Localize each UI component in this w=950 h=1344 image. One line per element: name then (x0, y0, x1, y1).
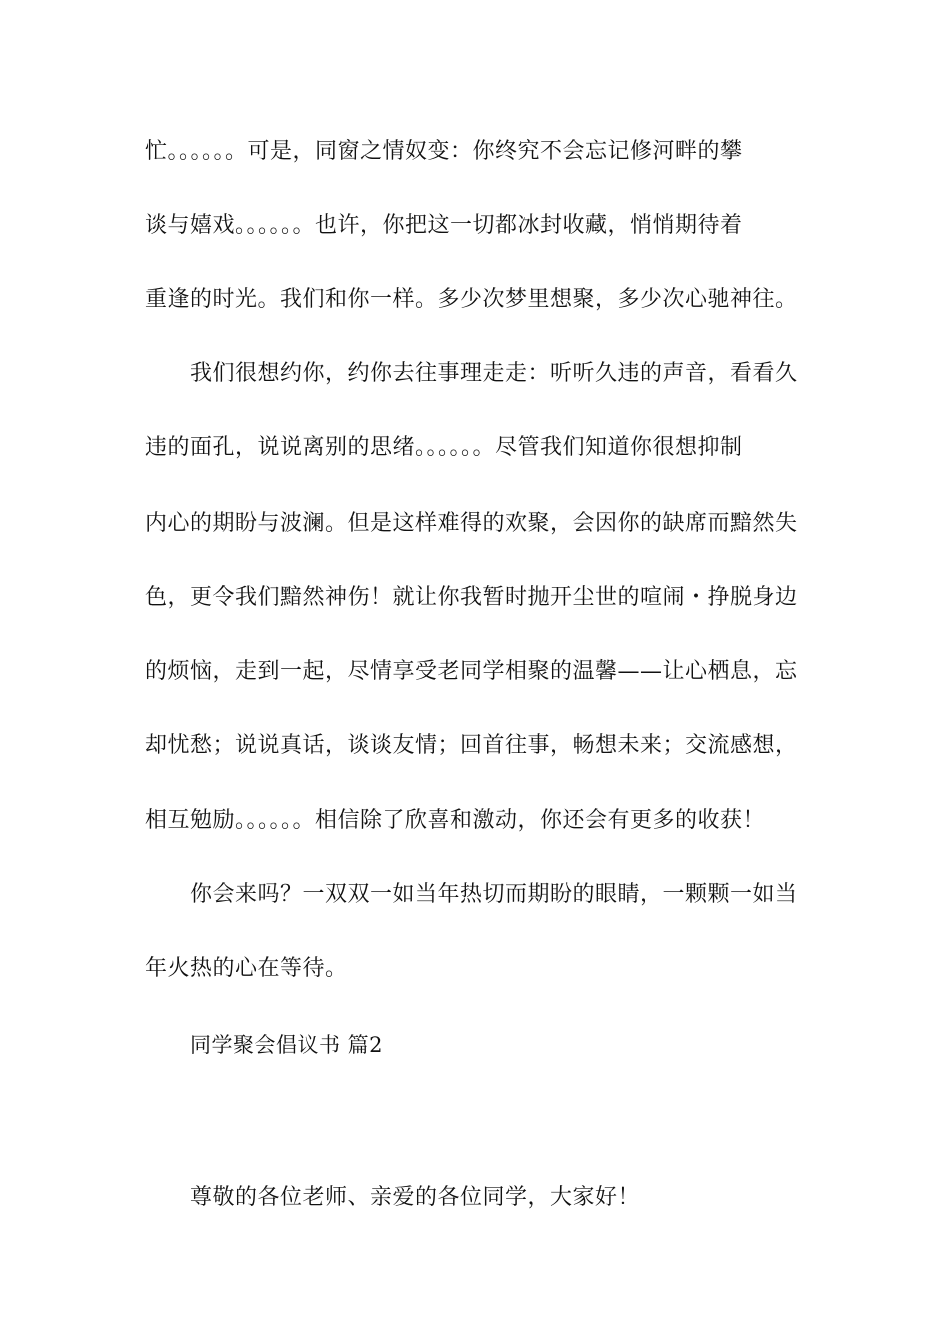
text-line: 你会来吗？一双双一如当年热切而期盼的眼睛，一颗颗一如当 (190, 882, 798, 907)
text-line: 违的面孔，说说离别的思绪。。。。。。尽管我们知道你很想抑制 (145, 435, 743, 460)
text-line: 谈与嬉戏。。。。。。也许，你把这一切都冰封收藏，悄悄期待着 (145, 213, 743, 238)
text-line: 内心的期盼与波澜。但是这样难得的欢聚，会因你的缺席而黯然失 (145, 511, 798, 536)
text-line: 年火热的心在等待。 (145, 956, 348, 981)
text-line: 色，更令我们黯然神伤！就让你我暂时抛开尘世的喧闹・挣脱身边 (145, 585, 798, 610)
section-title: 同学聚会倡议书 篇2 (190, 1033, 384, 1057)
text-line: 的烦恼，走到一起，尽情享受老同学相聚的温馨——让心栖息，忘 (145, 659, 798, 684)
text-line: 相互勉励。。。。。。相信除了欣喜和激动，你还会有更多的收获！ (145, 808, 766, 833)
greeting: 尊敬的各位老师、亲爱的各位同学，大家好！ (190, 1185, 641, 1210)
text-line: 忙。。。。。。可是，同窗之情奴变：你终究不会忘记修河畔的攀 (145, 139, 743, 164)
text-line: 却忧愁；说说真话，谈谈友情；回首往事，畅想未来；交流感想， (145, 733, 798, 758)
text-line: 我们很想约你，约你去往事理走走：听听久违的声音，看看久 (190, 361, 798, 386)
text-line: 重逢的时光。我们和你一样。多少次梦里想聚，多少次心驰神往。 (145, 287, 798, 312)
